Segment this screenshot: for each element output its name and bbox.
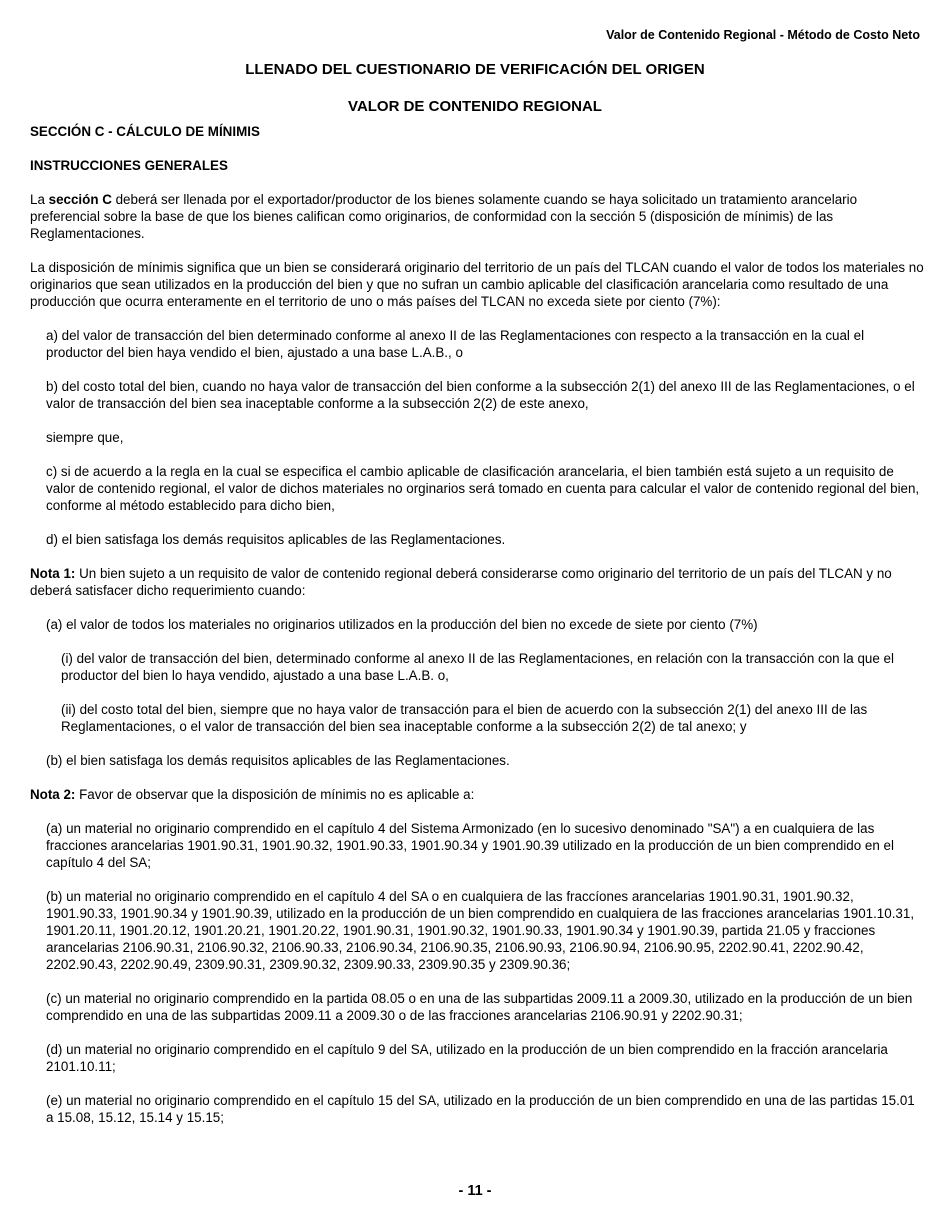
page-number: - 11 - [458, 1183, 492, 1199]
list-item-d: d) el bien satisfaga los demás requisitos aplicables de las Reglamentaciones. [46, 532, 506, 547]
intro-bold-term: sección C [48, 192, 112, 207]
document-body [30, 123, 924, 1126]
document-title: LLENADO DEL CUESTIONARIO DE VERIFICACIÓN DEL ORIGEN [245, 61, 705, 78]
intro-paragraph-2: La disposición de mínimis significa que un bien se considerará originario del territorio de un país del TLCAN cuando el valor de todos los materiales no originarios que sean utilizados en la producción del bien y que no sufran un cambio aplicable del clasificación arancelaria como resultado de una producción que ocurra enteramente en el territorio de uno o más países del TLCAN no exceda siete por ciento (7%): [30, 260, 924, 309]
nota-2 [30, 786, 924, 803]
nota-2-item-d: (d) un material no originario comprendido en el capítulo 9 del SA, utilizado en la producción de un bien comprendido en la fracción arancelaria 2101.10.11; [46, 1042, 888, 1074]
list-item-b: b) del costo total del bien, cuando no haya valor de transacción del bien conforme a la subsección 2(1) del anexo III de las Reglamentaciones, o el valor de transacción del bien sea inaceptable conforme a la subsección 2(2) de este anexo, [46, 379, 915, 411]
instructions-heading: INSTRUCCIONES GENERALES [30, 158, 228, 173]
nota-2-item-c: (c) un material no originario comprendido en la partida 08.05 o en una de las subpartidas 2009.11 a 2009.30, utilizado en la producción de un bien comprendido en una de las subpartidas 2009.11 a 2009.30 o de las fracciones arancelarias 2106.90.91 y 2202.90.31; [46, 991, 913, 1023]
nota-2-label: Nota 2: [30, 787, 76, 802]
list-item-c: c) si de acuerdo a la regla en la cual se especifica el cambio aplicable de clasificación arancelaria, el bien también está sujeto a un requisito de valor de contenido regional, el valor de dichos materiales no orginarios será tomado en cuenta para calcular el valor de contenido regional del bien, conforme al método establecido para dicho bien, [46, 464, 920, 513]
nota-2-text: Favor de observar que la disposición de mínimis no es aplicable a: [75, 787, 475, 802]
nota-1-item-i: (i) del valor de transacción del bien, determinado conforme al anexo II de las Reglamentaciones, en relación con la transacción con la que el productor del bien lo haya vendido, ajustado a una base L.A.B. o, [61, 651, 894, 683]
document-subtitle: VALOR DE CONTENIDO REGIONAL [348, 98, 602, 115]
nota-2-item-a: (a) un material no originario comprendido en el capítulo 4 del Sistema Armonizado (en lo sucesivo denominado "SA") a en cualquiera de las fracciones arancelarias 1901.90.31, 1901.90.32, 1901.90.33, 1901.90.34 y 1901.90.39 utilizado en la producción de un bien comprendido en el capítulo 4 del SA; [46, 821, 894, 870]
nota-2-item-e: (e) un material no originario comprendido en el capítulo 15 del SA, utilizado en la producción de un bien comprendido en una de las partidas 15.01 a 15.08, 15.12, 15.14 y 15.15; [46, 1093, 915, 1125]
section-heading: SECCIÓN C - CÁLCULO DE MÍNIMIS [30, 124, 260, 139]
intro-rest: deberá ser llenada por el exportador/productor de los bienes solamente cuando se haya solicitado un tratamiento arancelario preferencial sobre la base de que los bienes califican como originarios, de conformidad con la sección 5 (disposición de mínimis) de las Reglamentaciones. [30, 192, 858, 241]
nota-1-item-ii: (ii) del costo total del bien, siempre que no haya valor de transacción para el bien de acuerdo con la subsección 2(1) del anexo III de las Reglamentaciones, o el valor de transacción del bien sea inaceptable conforme a la subsección 2(2) de tal anexo; y [61, 702, 868, 734]
nota-2-item-b: (b) un material no originario comprendido en el capítulo 4 del SA o en cualquiera de las fraccíones arancelarias 1901.90.31, 1901.90.32, 1901.90.33, 1901.90.34 y 1901.90.39, utilizado en la producción de un bien comprendido en cualquiera de las fracciones arancelarias 1901.10.31, 1901.20.11, 1901.20.12, 1901.20.21, 1901.20.22, 1901.90.31, 1901.90.32, 1901.90.33, 1901.90.34 y 1901.90.39, partida 21.05 y fracciones arancelarias 2106.90.31, 2106.90.32, 2106.90.33, 2106.90.34, 2106.90.35, 2106.90.93, 2106.90.94, 2106.90.95, 2202.90.41, 2202.90.42, 2202.90.43, 2202.90.49, 2309.90.31, 2309.90.32, 2309.90.33, 2309.90.35 y 2309.90.36; [46, 889, 915, 972]
nota-1 [30, 565, 924, 599]
list-siempre-que: siempre que, [46, 430, 124, 445]
nota-1-label: Nota 1: [30, 566, 76, 581]
running-header: Valor de Contenido Regional - Método de Costo Neto [606, 28, 920, 42]
list-item-a: a) del valor de transacción del bien determinado conforme al anexo II de las Reglamentaciones con respecto a la transacción en la cual el productor del bien haya vendido el bien, ajustado a una base L.A.B., o [46, 328, 865, 360]
intro-paragraph-1 [30, 191, 924, 242]
intro-prefix: La [30, 192, 49, 207]
nota-1-text: Un bien sujeto a un requisito de valor de contenido regional deberá considerarse como originario del territorio de un país del TLCAN y no deberá satisfacer dicho requerimiento cuando: [30, 566, 892, 598]
nota-1-item-b: (b) el bien satisfaga los demás requisitos aplicables de las Reglamentaciones. [46, 753, 510, 768]
nota-1-item-a: (a) el valor de todos los materiales no originarios utilizados en la producción del bien no excede de siete por ciento (7%) [46, 617, 758, 632]
